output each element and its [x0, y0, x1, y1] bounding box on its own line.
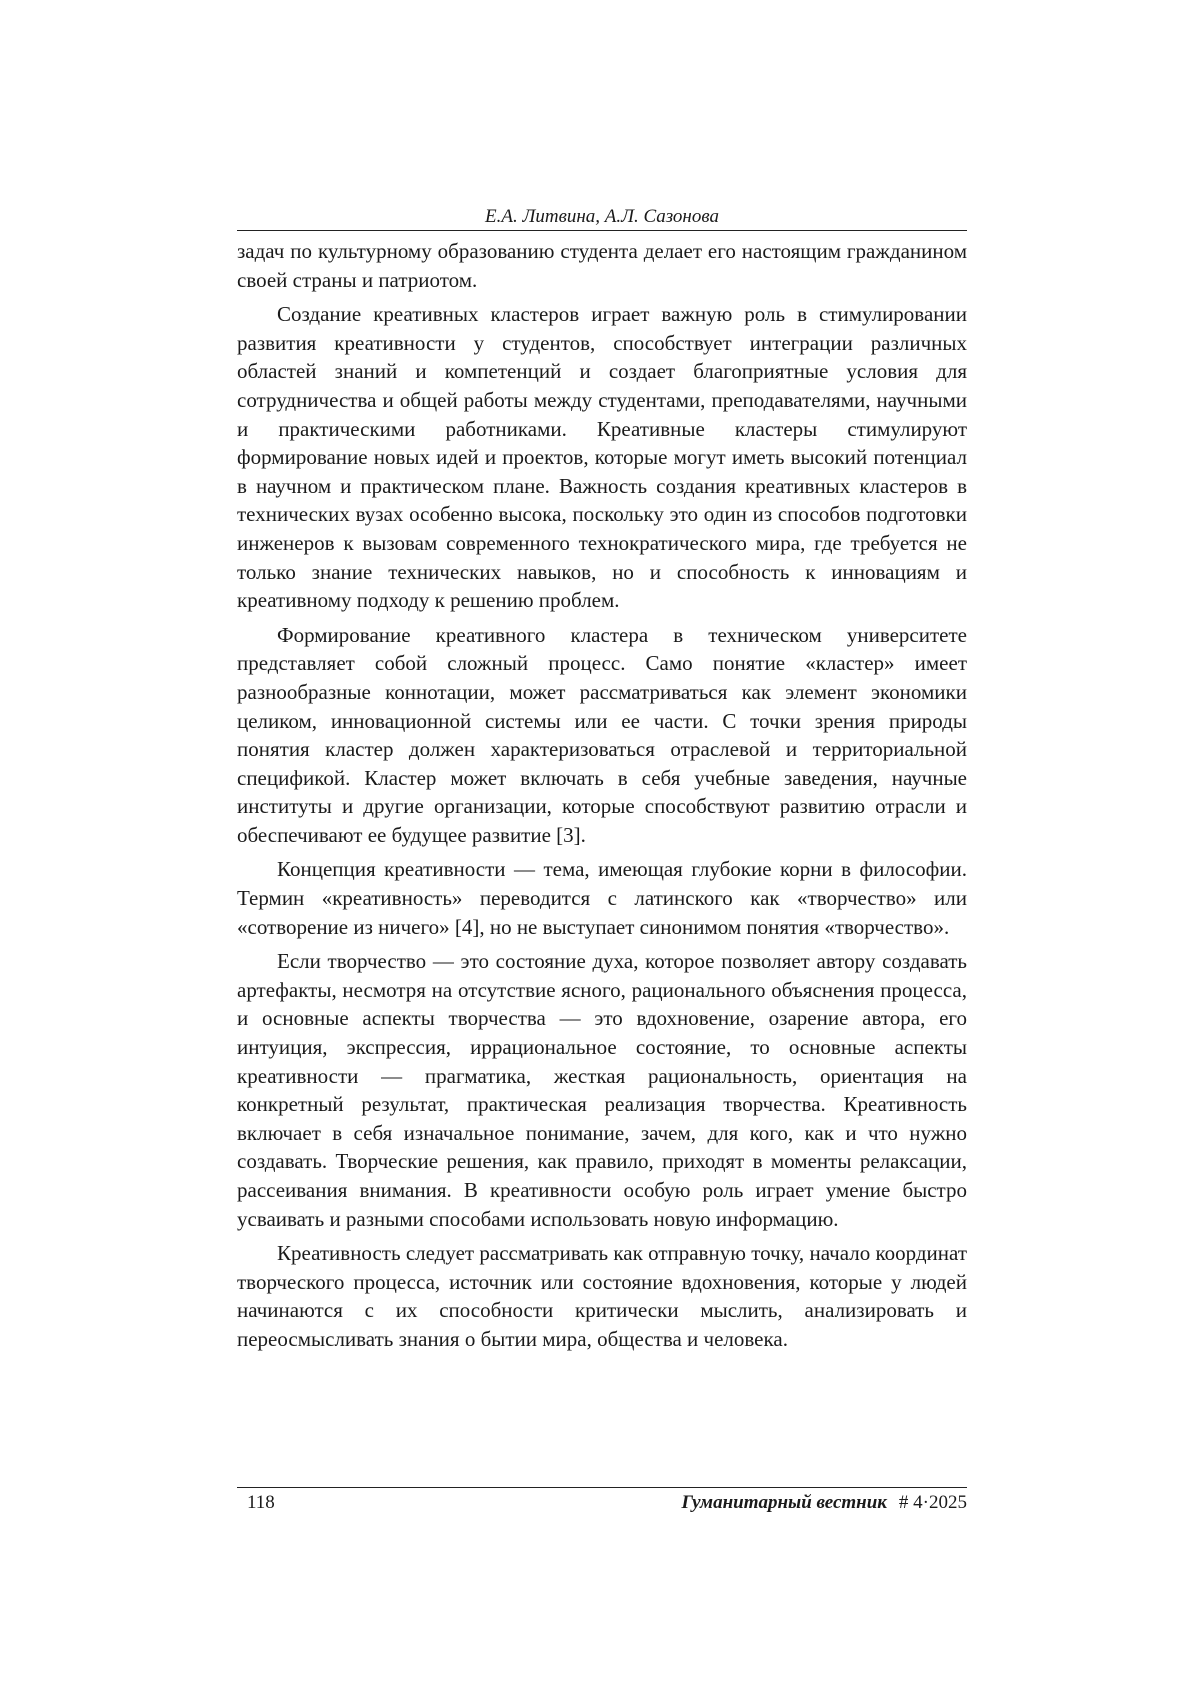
paragraph: Создание креативных кластеров играет важную роль в стимулировании развития креативности у студентов, способствует интеграции различных областей знаний и компетенций и создает благоприятные условия для сотрудничества и общей работы между студентами, преподавателями, научными и практическими работниками. Креативные кластеры стимулируют формирование новых идей и проектов, которые могут иметь высокий потенциал в научном и практическом плане. Важность создания креативных кластеров в технических вузах особенно высока, поскольку это один из способов подготовки инженеров к вызовам современного технократического мира, где требуется не только знание технических навыков, но и способность к инновациям и креативному подходу к решению проблем. — [237, 302, 967, 613]
page-content — [237, 206, 967, 1360]
article-body — [237, 237, 967, 1354]
paragraph: Формирование креативного кластера в техническом университете представляет собой сложный процесс. Само понятие «кластер» имеет разнообразные коннотации, может рассматриваться как элемент экономики целиком, инновационной системы или ее части. С точки зрения природы понятия кластер должен характеризоваться отраслевой и территориальной спецификой. Кластер может включать в себя учебные заведения, научные институты и другие организации, которые способствуют развитию отрасли и обеспечивают ее будущее развитие [3]. — [237, 622, 967, 847]
paragraph: Если творчество — это состояние духа, которое позволяет автору создавать артефакты, несмотря на отсутствие ясного, рационального объяснения процесса, и основные аспекты творчества — это вдохновение, озарение автора, его интуиция, экспрессия, иррациональное состояние, то основные аспекты креативности — прагматика, жесткая рациональность, ориентация на конкретный результат, практическая реализация творчества. Креативность включает в себя изначальное понимание, зачем, для кого, как и что нужно создавать. Творческие решения, как правило, приходят в моменты релаксации, рассеивания внимания. В креативности особую роль играет умение быстро усваивать и разными способами использовать новую информацию. — [237, 949, 967, 1231]
issue-number: # 4·2025 — [898, 1492, 967, 1513]
journal-info — [681, 1492, 967, 1514]
journal-title: Гуманитарный вестник — [681, 1492, 887, 1513]
paragraph: Концепция креативности — тема, имеющая глубокие корни в философии. Термин «креативность» переводится с латинского как «творчество» или «сотворение из ничего» [4], но не выступает синонимом понятия «творчество». — [237, 857, 967, 939]
page-number: 118 — [247, 1492, 275, 1513]
paragraph: Креативность следует рассматривать как отправную точку, начало координат творческого процесса, источник или состояние вдохновения, которые у людей начинаются с их способности критически мыслить, анализировать и переосмысливать знания о бытии мира, общества и человека. — [237, 1241, 967, 1351]
running-head-authors: Е.А. Литвина, А.Л. Сазонова — [237, 206, 967, 231]
paragraph: задач по культурному образованию студента делает его настоящим гражданином своей страны и патриотом. — [237, 239, 967, 292]
page-footer — [237, 1487, 967, 1514]
